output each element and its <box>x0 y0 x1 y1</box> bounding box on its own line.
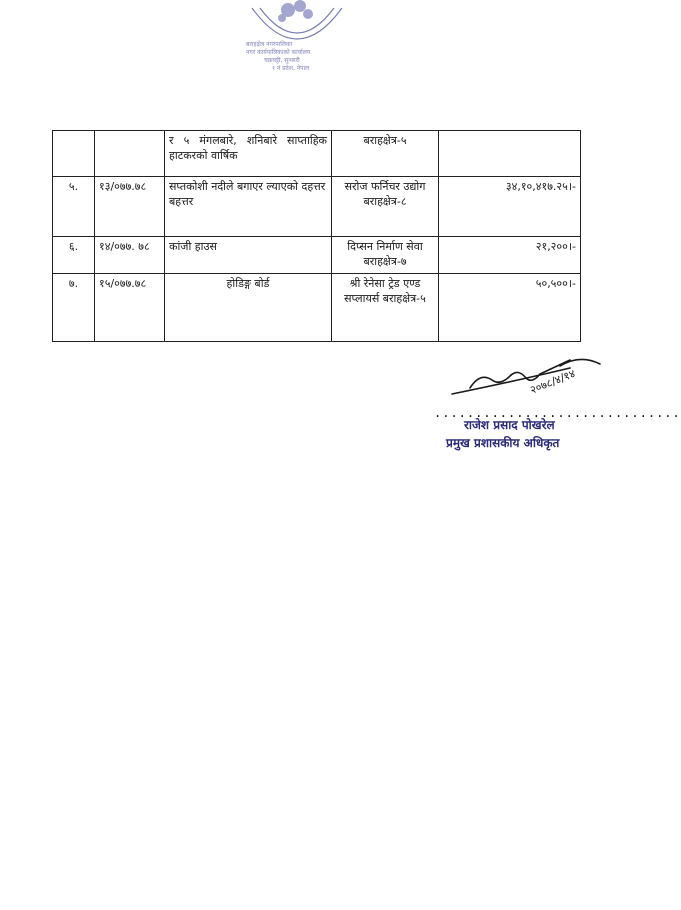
cell-sn: ५. <box>53 177 95 237</box>
cell-supplier: बराहक्षेत्र-५ <box>332 131 439 177</box>
cell-supplier: दिप्सन निर्माण सेवा बराहक्षेत्र-७ <box>332 237 439 274</box>
cell-amount: ३४,१०,४१७.२५।- <box>439 177 581 237</box>
handwritten-signature <box>440 350 620 400</box>
cell-date: १५/०७७.७८ <box>95 274 165 342</box>
cell-supplier: सरोज फर्निचर उद्योग बराहक्षेत्र-८ <box>332 177 439 237</box>
records-table <box>52 130 581 342</box>
signatory-name: राजेश प्रसाद पोखरेल <box>464 418 555 432</box>
cell-description: सप्तकोशी नदीले बगाएर ल्याएको दहत्तर बहत्तर <box>165 177 332 237</box>
cell-amount: २१,२००।- <box>439 237 581 274</box>
table-row <box>53 177 581 237</box>
municipality-seal <box>232 0 362 72</box>
cell-sn: ६. <box>53 237 95 274</box>
cell-date: १४/०७७. ७८ <box>95 237 165 274</box>
signatory-title: प्रमुख प्रशासकीय अधिकृत <box>446 436 560 450</box>
cell-supplier: श्री रेनेसा ट्रेड एण्ड सप्लायर्स बराहक्षेत्र-५ <box>332 274 439 342</box>
cell-description: होडिङ्ग बोर्ड <box>165 274 332 342</box>
table-row <box>53 131 581 177</box>
seal-text-3: चक्रघट्टी, सुनसरी <box>264 57 300 64</box>
cell-date <box>95 131 165 177</box>
signature-block <box>420 350 681 460</box>
cell-date: १३/०७७.७८ <box>95 177 165 237</box>
cell-sn <box>53 131 95 177</box>
cell-amount: ५०,५००।- <box>439 274 581 342</box>
seal-text-2: नगर कार्यपालिकाको कार्यालय <box>246 49 311 56</box>
seal-text-1: बराहक्षेत्र नगरपालिका <box>246 41 293 48</box>
cell-amount <box>439 131 581 177</box>
signature-line: .............................. <box>434 406 681 420</box>
cell-description: र ५ मंगलबारे, शनिबारे साप्ताहिक हाटकरको वार्षिक <box>165 131 332 177</box>
cell-description: कांजी हाउस <box>165 237 332 274</box>
table-row <box>53 274 581 342</box>
table-row <box>53 237 581 274</box>
signature-date: २०७८/४/१४ <box>528 366 578 397</box>
cell-sn: ७. <box>53 274 95 342</box>
seal-text-4: १ नं प्रदेश, नेपाल <box>272 65 310 72</box>
